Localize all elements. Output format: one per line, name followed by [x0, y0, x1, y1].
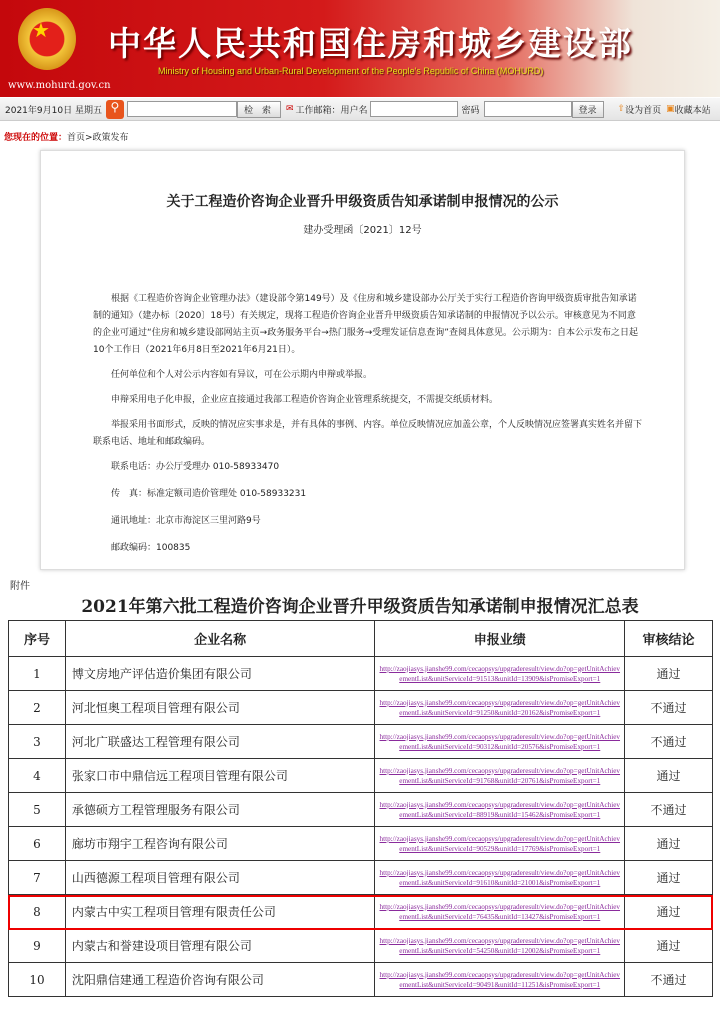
- achievement-link[interactable]: http://zaojiasys.jianshe99.com/cecaopsys/upgraderesult/view.do?op=getUnitAchievementList&unitServiceId=91250&unitId=20162&isPromiseExport=1: [375, 691, 625, 725]
- contact-address: 通讯地址：北京市海淀区三里河路9号: [111, 516, 261, 526]
- table-row: [9, 861, 713, 895]
- header-achievement: 申报业绩: [375, 621, 625, 657]
- table-title: 2021年第六批工程造价咨询企业晋升甲级资质告知承诺制申报情况汇总表: [81, 597, 639, 617]
- arrow-up-icon: ⇧: [617, 104, 626, 114]
- row-index: 6: [9, 827, 66, 861]
- attachment-label: 附件: [10, 581, 30, 592]
- national-emblem-icon: ★: [18, 8, 76, 70]
- toolbar: [0, 98, 720, 121]
- bookmark-link[interactable]: 收藏本站: [674, 105, 711, 116]
- document-body: [93, 291, 643, 567]
- table-row: [9, 691, 713, 725]
- header-index: 序号: [9, 621, 66, 657]
- row-index: 1: [9, 657, 66, 691]
- achievement-link[interactable]: http://zaojiasys.jianshe99.com/cecaopsys/upgraderesult/view.do?op=getUnitAchievementList&unitServiceId=91768&unitId=20761&isPromiseExport=1: [375, 759, 625, 793]
- achievement-link[interactable]: http://zaojiasys.jianshe99.com/cecaopsys/upgraderesult/view.do?op=getUnitAchievementList&unitServiceId=54250&unitId=12002&isPromiseExport=1: [375, 929, 625, 963]
- username-input[interactable]: [370, 101, 458, 117]
- achievement-link[interactable]: http://zaojiasys.jianshe99.com/cecaopsys/upgraderesult/view.do?op=getUnitAchievementList&unitServiceId=91513&unitId=13909&isPromiseExport=1: [375, 657, 625, 691]
- company-name: 河北广联盛达工程管理有限公司: [65, 725, 375, 759]
- search-input[interactable]: [127, 101, 237, 117]
- review-result: 不通过: [625, 963, 713, 997]
- login-button[interactable]: 登录: [572, 101, 604, 118]
- table-row: [9, 725, 713, 759]
- company-name: 承德硕方工程管理服务有限公司: [65, 793, 375, 827]
- row-index: 3: [9, 725, 66, 759]
- row-index: 8: [9, 895, 66, 929]
- company-name: 博文房地产评估造价集团有限公司: [65, 657, 375, 691]
- table-row: [9, 827, 713, 861]
- site-title: 中华人民共和国住房和城乡建设部: [108, 24, 633, 63]
- magnifier-icon[interactable]: ⚲: [106, 100, 124, 119]
- header-company: 企业名称: [65, 621, 375, 657]
- contact-fax: 传 真：标准定额司造价管理处 010-58933231: [111, 489, 307, 499]
- site-subtitle: Ministry of Housing and Urban-Rural Development of the People's Republic of China (MOHURD): [158, 66, 544, 76]
- review-result: 通过: [625, 827, 713, 861]
- review-result: 不通过: [625, 691, 713, 725]
- paragraph: 举报采用书面形式，反映的情况应实事求是，并有具体的事例、内容。单位反映情况应加盖公章，个人反映情况应签署真实姓名并留下联系电话、地址和邮政编码。: [93, 420, 643, 447]
- table-row: [9, 657, 713, 691]
- table-row: [9, 963, 713, 997]
- company-name: 沈阳鼎信建通工程造价咨询有限公司: [65, 963, 375, 997]
- achievement-link[interactable]: http://zaojiasys.jianshe99.com/cecaopsys/upgraderesult/view.do?op=getUnitAchievementList&unitServiceId=76435&unitId=13427&isPromiseExport=1: [375, 895, 625, 929]
- row-index: 5: [9, 793, 66, 827]
- header-result: 审核结论: [625, 621, 713, 657]
- password-input[interactable]: [484, 101, 572, 117]
- password-label: 密码: [461, 105, 480, 116]
- table-row: [9, 759, 713, 793]
- row-index: 7: [9, 861, 66, 895]
- table-row: [9, 895, 713, 929]
- review-result: 通过: [625, 929, 713, 963]
- breadcrumb-label: 您现在的位置：: [4, 133, 68, 143]
- document: [40, 150, 685, 570]
- row-index: 9: [9, 929, 66, 963]
- mail-icon: ✉: [285, 104, 294, 114]
- company-name: 河北恒奥工程项目管理有限公司: [65, 691, 375, 725]
- company-name: 山西德源工程项目管理有限公司: [65, 861, 375, 895]
- paragraph: 任何单位和个人对公示内容如有异议，可在公示期内申辩或举报。: [111, 370, 373, 380]
- company-name: 张家口市中鼎信远工程项目管理有限公司: [65, 759, 375, 793]
- review-result: 通过: [625, 759, 713, 793]
- review-result: 通过: [625, 657, 713, 691]
- paragraph: 根据《工程造价咨询企业管理办法》（建设部令第149号）及《住房和城乡建设部办公厅关于实行工程造价咨询甲级资质审批告知承诺制的通知》（建办标〔2020〕18号）有关规定，现将工程造价咨询企业晋升甲级资质告知承诺制的申报情况予以公示。审核意见为不同意的企业可通过“住房和城乡建设部网站主页→政务服务平台→热门服务→受理发证信息查询”查阅具体意见。公示期为：自本公示发布之日起10个工作日（2021年6月8日至2021年6月21日）。: [93, 294, 638, 355]
- company-name: 内蒙古和誉建设项目管理有限公司: [65, 929, 375, 963]
- company-name: 廊坊市翔宇工程咨询有限公司: [65, 827, 375, 861]
- achievement-link[interactable]: http://zaojiasys.jianshe99.com/cecaopsys/upgraderesult/view.do?op=getUnitAchievementList&unitServiceId=90491&unitId=11251&isPromiseExport=1: [375, 963, 625, 997]
- current-date: 2021年9月10日 星期五: [5, 105, 102, 116]
- row-index: 10: [9, 963, 66, 997]
- document-number: 建办受理函〔2021〕12号: [303, 225, 422, 236]
- search-button[interactable]: 检 索: [237, 101, 281, 118]
- review-result: 不通过: [625, 793, 713, 827]
- breadcrumb: [4, 130, 129, 143]
- document-title: 关于工程造价咨询企业晋升甲级资质告知承诺制申报情况的公示: [166, 194, 559, 210]
- mail-label: 工作邮箱：用户名: [295, 105, 368, 116]
- paragraph: 申辩采用电子化申报，企业应直接通过我部工程造价咨询企业管理系统提交，不需提交纸质材料。: [111, 395, 499, 405]
- contact-phone: 联系电话：办公厅受理办 010-58933470: [111, 462, 280, 472]
- review-result: 通过: [625, 861, 713, 895]
- row-index: 4: [9, 759, 66, 793]
- table-header-row: [9, 621, 713, 657]
- breadcrumb-path[interactable]: 首页>政策发布: [67, 133, 129, 143]
- achievement-link[interactable]: http://zaojiasys.jianshe99.com/cecaopsys/upgraderesult/view.do?op=getUnitAchievementList&unitServiceId=88919&unitId=15462&isPromiseExport=1: [375, 793, 625, 827]
- row-index: 2: [9, 691, 66, 725]
- review-result: 不通过: [625, 725, 713, 759]
- table-row: [9, 793, 713, 827]
- contact-postcode: 邮政编码：100835: [111, 543, 191, 553]
- achievement-link[interactable]: http://zaojiasys.jianshe99.com/cecaopsys/upgraderesult/view.do?op=getUnitAchievementList&unitServiceId=91610&unitId=21001&isPromiseExport=1: [375, 861, 625, 895]
- achievement-link[interactable]: http://zaojiasys.jianshe99.com/cecaopsys/upgraderesult/view.do?op=getUnitAchievementList&unitServiceId=90312&unitId=20576&isPromiseExport=1: [375, 725, 625, 759]
- review-result: 通过: [625, 895, 713, 929]
- site-url: www.mohurd.gov.cn: [8, 80, 111, 91]
- site-banner: [0, 0, 720, 97]
- set-home-link[interactable]: 设为首页: [625, 105, 662, 116]
- table-row: [9, 929, 713, 963]
- company-name: 内蒙古中实工程项目管理有限责任公司: [65, 895, 375, 929]
- summary-table: [8, 620, 713, 997]
- bookmark-icon: ▣: [666, 104, 675, 114]
- achievement-link[interactable]: http://zaojiasys.jianshe99.com/cecaopsys/upgraderesult/view.do?op=getUnitAchievementList&unitServiceId=90529&unitId=17769&isPromiseExport=1: [375, 827, 625, 861]
